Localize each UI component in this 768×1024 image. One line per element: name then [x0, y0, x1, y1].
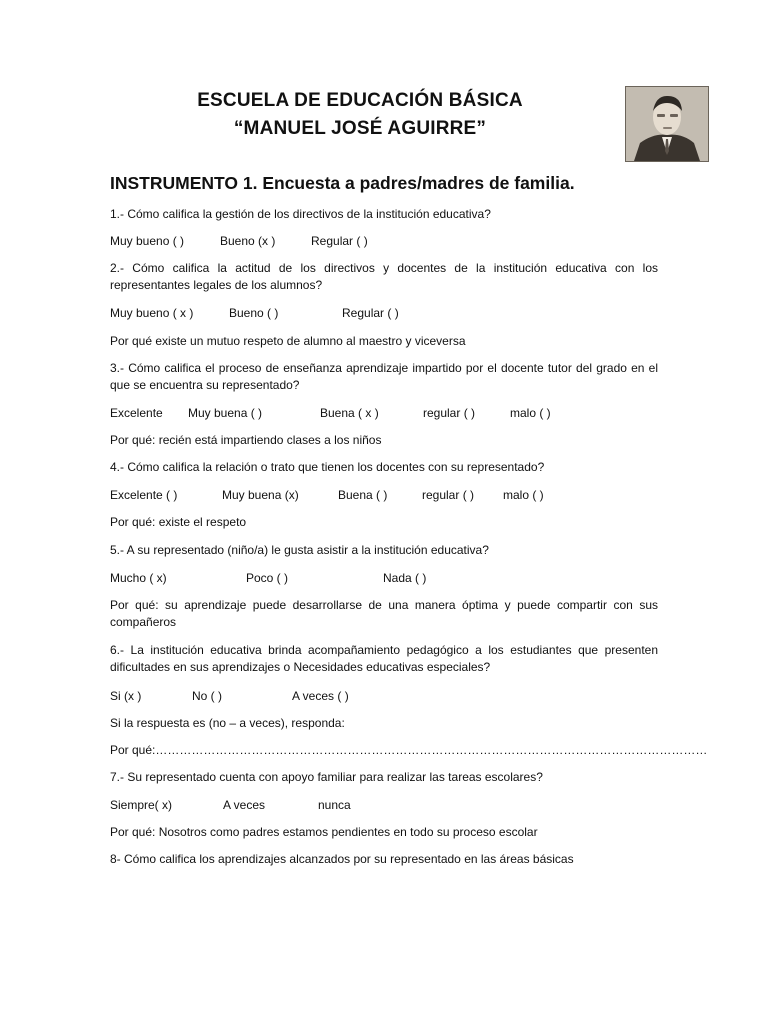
q6-option-no: No ( )	[192, 689, 222, 703]
q4-option-buena: Buena ( )	[338, 488, 388, 502]
q4-option-muy-buena: Muy buena (x)	[222, 488, 299, 502]
q2-why: Por qué existe un mutuo respeto de alumno al maestro y viceversa	[110, 334, 466, 348]
instrument-title: INSTRUMENTO 1. Encuesta a padres/madres de familia.	[110, 173, 575, 193]
q4-option-regular: regular ( )	[422, 488, 475, 502]
q4-option-malo: malo ( )	[503, 488, 544, 502]
q6-why-blank: Por qué:…………………………………………………………………………………………………………………………	[110, 743, 708, 757]
q1-option-bueno: Bueno (x )	[220, 234, 276, 248]
q7-option-a-veces: A veces	[223, 798, 266, 812]
question-4-text: 4.- Cómo califica la relación o trato que tienen los docentes con su representado?	[110, 460, 545, 474]
question-6-text: 6.- La institución educativa brinda acompañamiento pedagógico a los estudiantes que presenten dificultades en sus aprendizajes o Necesidades educativas especiales?	[110, 643, 658, 674]
q3-option-regular: regular ( )	[423, 406, 476, 420]
question-1-text: 1.- Cómo califica la gestión de los directivos de la institución educativa?	[110, 207, 491, 221]
q7-option-nunca: nunca	[318, 798, 351, 812]
q5-option-mucho: Mucho ( x)	[110, 571, 167, 585]
q2-option-bueno: Bueno ( )	[229, 306, 279, 320]
q3-option-malo: malo ( )	[510, 406, 551, 420]
question-3-text: 3.- Cómo califica el proceso de enseñanza aprendizaje impartido por el docente tutor del grado en el que se encuentra su representado?	[110, 361, 658, 392]
q5-option-nada: Nada ( )	[383, 571, 427, 585]
question-8-text: 8- Cómo califica los aprendizajes alcanzados por su representado en las áreas básicas	[110, 852, 574, 866]
q2-option-muy-bueno: Muy bueno ( x )	[110, 306, 194, 320]
portrait-photo-icon	[625, 86, 709, 162]
q3-option-muy-buena: Muy buena ( )	[188, 406, 263, 420]
q6-option-si: Si (x )	[110, 689, 142, 703]
q7-option-siempre: Siempre( x)	[110, 798, 173, 812]
q2-option-regular: Regular ( )	[342, 306, 399, 320]
school-name-line1: ESCUELA DE EDUCACIÓN BÁSICA	[197, 90, 523, 111]
q1-option-regular: Regular ( )	[311, 234, 368, 248]
question-5-text: 5.- A su representado (niño/a) le gusta asistir a la institución educativa?	[110, 543, 489, 557]
q3-option-excelente: Excelente	[110, 406, 163, 420]
q7-why: Por qué: Nosotros como padres estamos pendientes en todo su proceso escolar	[110, 825, 538, 839]
q4-why: Por qué: existe el respeto	[110, 515, 247, 529]
q3-option-buena: Buena ( x )	[320, 406, 379, 420]
portrait-image	[626, 87, 708, 161]
school-name-line2: “MANUEL JOSÉ AGUIRRE”	[233, 118, 487, 139]
q6-option-a-veces: A veces ( )	[292, 689, 349, 703]
q5-option-poco: Poco ( )	[246, 571, 289, 585]
question-7-text: 7.- Su representado cuenta con apoyo familiar para realizar las tareas escolares?	[110, 770, 543, 784]
question-2-text: 2.- Cómo califica la actitud de los directivos y docentes de la institución educativa con los representantes legales de los alumnos?	[110, 261, 658, 292]
q5-why: Por qué: su aprendizaje puede desarrollarse de una manera óptima y puede compartir con sus compañeros	[110, 598, 658, 629]
q4-option-excelente: Excelente ( )	[110, 488, 178, 502]
q1-option-muy-bueno: Muy bueno ( )	[110, 234, 185, 248]
q6-condition: Si la respuesta es (no – a veces), responda:	[110, 716, 345, 730]
q3-why: Por qué: recién está impartiendo clases a los niños	[110, 433, 382, 447]
